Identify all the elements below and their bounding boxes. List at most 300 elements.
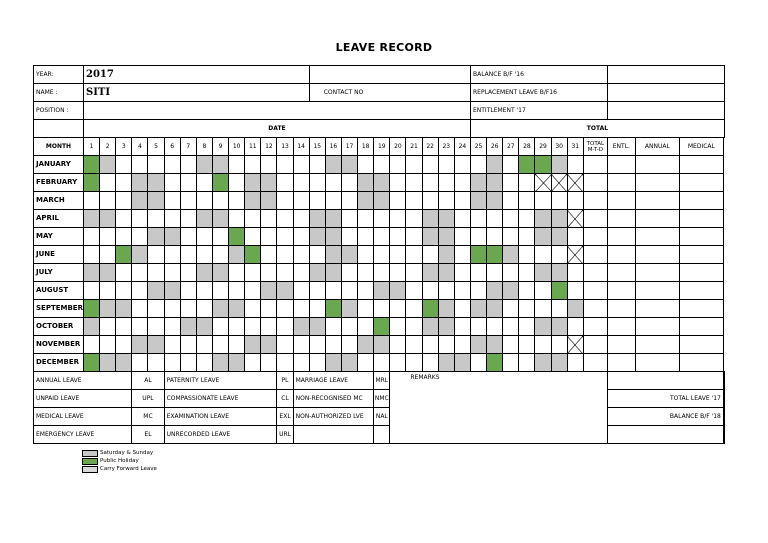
day-cell[interactable] <box>309 192 325 210</box>
annual-cell[interactable] <box>635 336 679 354</box>
day-cell[interactable] <box>390 264 406 282</box>
day-cell[interactable] <box>277 318 293 336</box>
entl-cell[interactable] <box>607 300 635 318</box>
day-cell[interactable] <box>438 282 454 300</box>
weekend-cell[interactable] <box>325 156 341 174</box>
day-cell[interactable] <box>164 354 180 372</box>
total-mtd-cell[interactable] <box>583 174 607 192</box>
day-cell[interactable] <box>519 264 535 282</box>
day-cell[interactable] <box>503 264 519 282</box>
medical-cell[interactable] <box>679 174 723 192</box>
day-cell[interactable] <box>325 174 341 192</box>
day-cell[interactable] <box>116 282 132 300</box>
weekend-cell[interactable] <box>245 336 261 354</box>
day-cell[interactable] <box>132 354 148 372</box>
day-cell[interactable] <box>293 354 309 372</box>
weekend-cell[interactable] <box>212 156 228 174</box>
day-cell[interactable] <box>164 264 180 282</box>
entl-cell[interactable] <box>607 264 635 282</box>
day-cell[interactable] <box>503 300 519 318</box>
medical-cell[interactable] <box>679 282 723 300</box>
weekend-cell[interactable] <box>390 282 406 300</box>
weekend-cell[interactable] <box>438 264 454 282</box>
day-cell[interactable] <box>390 318 406 336</box>
day-cell[interactable] <box>551 246 567 264</box>
day-cell[interactable] <box>245 228 261 246</box>
weekend-cell[interactable] <box>261 174 277 192</box>
day-cell[interactable] <box>535 282 551 300</box>
day-cell[interactable] <box>454 264 470 282</box>
public-holiday-cell[interactable] <box>487 246 503 264</box>
medical-cell[interactable] <box>679 192 723 210</box>
day-cell[interactable] <box>212 282 228 300</box>
balance-bf-18-value[interactable] <box>723 408 724 426</box>
day-cell[interactable] <box>180 300 196 318</box>
day-cell[interactable] <box>132 300 148 318</box>
day-cell[interactable] <box>358 156 374 174</box>
weekend-cell[interactable] <box>551 354 567 372</box>
weekend-cell[interactable] <box>180 318 196 336</box>
day-cell[interactable] <box>470 210 486 228</box>
day-cell[interactable] <box>406 192 422 210</box>
total-mtd-cell[interactable] <box>583 300 607 318</box>
weekend-cell[interactable] <box>551 156 567 174</box>
day-cell[interactable] <box>341 228 357 246</box>
day-cell[interactable] <box>100 192 116 210</box>
annual-cell[interactable] <box>635 192 679 210</box>
weekend-cell[interactable] <box>229 246 245 264</box>
entl-cell[interactable] <box>607 228 635 246</box>
day-cell[interactable] <box>374 264 390 282</box>
weekend-cell[interactable] <box>470 192 486 210</box>
day-cell[interactable] <box>196 336 212 354</box>
weekend-cell[interactable] <box>358 336 374 354</box>
annual-cell[interactable] <box>635 156 679 174</box>
weekend-cell[interactable] <box>535 210 551 228</box>
day-cell[interactable] <box>132 264 148 282</box>
day-cell[interactable] <box>148 156 164 174</box>
weekend-cell[interactable] <box>438 246 454 264</box>
year-value[interactable]: 2017 <box>83 66 309 84</box>
day-cell[interactable] <box>83 192 99 210</box>
weekend-cell[interactable] <box>551 228 567 246</box>
weekend-cell[interactable] <box>535 354 551 372</box>
day-cell[interactable] <box>358 246 374 264</box>
weekend-cell[interactable] <box>100 210 116 228</box>
annual-cell[interactable] <box>635 300 679 318</box>
day-cell[interactable] <box>438 156 454 174</box>
annual-cell[interactable] <box>635 354 679 372</box>
day-cell[interactable] <box>374 210 390 228</box>
day-cell[interactable] <box>277 228 293 246</box>
day-cell[interactable] <box>293 282 309 300</box>
entl-cell[interactable] <box>607 210 635 228</box>
total-mtd-cell[interactable] <box>583 318 607 336</box>
day-cell[interactable] <box>567 264 583 282</box>
day-cell[interactable] <box>358 300 374 318</box>
day-cell[interactable] <box>180 210 196 228</box>
entl-cell[interactable] <box>607 318 635 336</box>
day-cell[interactable] <box>229 264 245 282</box>
day-cell[interactable] <box>293 192 309 210</box>
day-cell[interactable] <box>212 192 228 210</box>
day-cell[interactable] <box>567 156 583 174</box>
weekend-cell[interactable] <box>551 264 567 282</box>
day-cell[interactable] <box>180 282 196 300</box>
total-mtd-cell[interactable] <box>583 192 607 210</box>
day-cell[interactable] <box>116 228 132 246</box>
weekend-cell[interactable] <box>487 156 503 174</box>
entl-cell[interactable] <box>607 336 635 354</box>
day-cell[interactable] <box>261 228 277 246</box>
public-holiday-cell[interactable] <box>422 300 438 318</box>
day-cell[interactable] <box>100 246 116 264</box>
weekend-cell[interactable] <box>503 282 519 300</box>
weekend-cell[interactable] <box>132 192 148 210</box>
medical-cell[interactable] <box>679 228 723 246</box>
day-cell[interactable] <box>406 228 422 246</box>
day-cell[interactable] <box>164 300 180 318</box>
day-cell[interactable] <box>470 354 486 372</box>
day-cell[interactable] <box>390 246 406 264</box>
day-cell[interactable] <box>454 192 470 210</box>
weekend-cell[interactable] <box>438 210 454 228</box>
weekend-cell[interactable] <box>309 264 325 282</box>
day-cell[interactable] <box>277 300 293 318</box>
weekend-cell[interactable] <box>100 264 116 282</box>
day-cell[interactable] <box>293 210 309 228</box>
day-cell[interactable] <box>83 336 99 354</box>
day-cell[interactable] <box>503 174 519 192</box>
weekend-cell[interactable] <box>325 264 341 282</box>
day-cell[interactable] <box>487 228 503 246</box>
weekend-cell[interactable] <box>229 300 245 318</box>
day-cell[interactable] <box>180 264 196 282</box>
day-cell[interactable] <box>277 156 293 174</box>
entl-cell[interactable] <box>607 282 635 300</box>
day-cell[interactable] <box>519 246 535 264</box>
day-cell[interactable] <box>148 246 164 264</box>
day-cell[interactable] <box>229 192 245 210</box>
day-cell[interactable] <box>390 192 406 210</box>
day-cell[interactable] <box>470 156 486 174</box>
day-cell[interactable] <box>196 192 212 210</box>
day-cell[interactable] <box>358 228 374 246</box>
day-cell[interactable] <box>503 228 519 246</box>
replacement-leave-value[interactable] <box>607 84 724 102</box>
day-cell[interactable] <box>503 354 519 372</box>
weekend-cell[interactable] <box>212 300 228 318</box>
weekend-cell[interactable] <box>358 192 374 210</box>
day-cell[interactable] <box>406 318 422 336</box>
weekend-cell[interactable] <box>374 282 390 300</box>
medical-cell[interactable] <box>679 156 723 174</box>
day-cell[interactable] <box>519 300 535 318</box>
day-cell[interactable] <box>535 300 551 318</box>
total-mtd-cell[interactable] <box>583 354 607 372</box>
weekend-cell[interactable] <box>277 282 293 300</box>
day-cell[interactable] <box>406 264 422 282</box>
day-cell[interactable] <box>180 336 196 354</box>
weekend-cell[interactable] <box>374 192 390 210</box>
weekend-cell[interactable] <box>148 282 164 300</box>
day-cell[interactable] <box>390 336 406 354</box>
day-cell[interactable] <box>245 354 261 372</box>
day-cell[interactable] <box>100 282 116 300</box>
day-cell[interactable] <box>422 246 438 264</box>
day-cell[interactable] <box>180 174 196 192</box>
day-cell[interactable] <box>148 264 164 282</box>
weekend-cell[interactable] <box>470 174 486 192</box>
weekend-cell[interactable] <box>164 282 180 300</box>
day-cell[interactable] <box>116 264 132 282</box>
weekend-cell[interactable] <box>325 354 341 372</box>
entl-cell[interactable] <box>607 192 635 210</box>
day-cell[interactable] <box>406 210 422 228</box>
day-cell[interactable] <box>245 282 261 300</box>
weekend-cell[interactable] <box>261 282 277 300</box>
day-cell[interactable] <box>551 336 567 354</box>
day-cell[interactable] <box>567 282 583 300</box>
day-cell[interactable] <box>229 318 245 336</box>
day-cell[interactable] <box>470 228 486 246</box>
day-cell[interactable] <box>390 174 406 192</box>
weekend-cell[interactable] <box>438 300 454 318</box>
weekend-cell[interactable] <box>212 264 228 282</box>
day-cell[interactable] <box>196 246 212 264</box>
public-holiday-cell[interactable] <box>325 300 341 318</box>
day-cell[interactable] <box>309 174 325 192</box>
entl-cell[interactable] <box>607 354 635 372</box>
day-cell[interactable] <box>341 192 357 210</box>
day-cell[interactable] <box>390 354 406 372</box>
day-cell[interactable] <box>567 192 583 210</box>
day-cell[interactable] <box>132 228 148 246</box>
public-holiday-cell[interactable] <box>470 246 486 264</box>
weekend-cell[interactable] <box>422 264 438 282</box>
day-cell[interactable] <box>422 174 438 192</box>
day-cell[interactable] <box>374 300 390 318</box>
day-cell[interactable] <box>454 336 470 354</box>
balance-bf-value[interactable] <box>607 66 724 84</box>
day-cell[interactable] <box>422 354 438 372</box>
medical-cell[interactable] <box>679 264 723 282</box>
day-cell[interactable] <box>196 300 212 318</box>
annual-cell[interactable] <box>635 210 679 228</box>
day-cell[interactable] <box>180 192 196 210</box>
day-cell[interactable] <box>277 192 293 210</box>
day-cell[interactable] <box>519 318 535 336</box>
day-cell[interactable] <box>212 336 228 354</box>
day-cell[interactable] <box>164 246 180 264</box>
day-cell[interactable] <box>374 354 390 372</box>
public-holiday-cell[interactable] <box>245 246 261 264</box>
day-cell[interactable] <box>164 336 180 354</box>
day-cell[interactable] <box>487 264 503 282</box>
public-holiday-cell[interactable] <box>519 156 535 174</box>
day-cell[interactable] <box>196 282 212 300</box>
weekend-cell[interactable] <box>309 210 325 228</box>
weekend-cell[interactable] <box>470 336 486 354</box>
weekend-cell[interactable] <box>341 246 357 264</box>
day-cell[interactable] <box>229 210 245 228</box>
entl-cell[interactable] <box>607 174 635 192</box>
weekend-cell[interactable] <box>148 174 164 192</box>
weekend-cell[interactable] <box>116 300 132 318</box>
day-cell[interactable] <box>293 246 309 264</box>
day-cell[interactable] <box>519 174 535 192</box>
day-cell[interactable] <box>212 318 228 336</box>
day-cell[interactable] <box>519 210 535 228</box>
day-cell[interactable] <box>309 156 325 174</box>
day-cell[interactable] <box>100 318 116 336</box>
total-mtd-cell[interactable] <box>583 282 607 300</box>
day-cell[interactable] <box>116 192 132 210</box>
day-cell[interactable] <box>261 246 277 264</box>
weekend-cell[interactable] <box>196 264 212 282</box>
weekend-cell[interactable] <box>83 210 99 228</box>
day-cell[interactable] <box>116 174 132 192</box>
position-value[interactable] <box>83 102 470 120</box>
day-cell[interactable] <box>277 174 293 192</box>
day-cell[interactable] <box>390 210 406 228</box>
day-cell[interactable] <box>470 282 486 300</box>
day-cell[interactable] <box>229 174 245 192</box>
weekend-cell[interactable] <box>164 228 180 246</box>
day-cell[interactable] <box>341 210 357 228</box>
medical-cell[interactable] <box>679 318 723 336</box>
day-cell[interactable] <box>454 282 470 300</box>
day-cell[interactable] <box>229 282 245 300</box>
total-mtd-cell[interactable] <box>583 246 607 264</box>
day-cell[interactable] <box>83 282 99 300</box>
total-leave-value[interactable] <box>723 390 724 408</box>
day-cell[interactable] <box>454 156 470 174</box>
day-cell[interactable] <box>535 192 551 210</box>
day-cell[interactable] <box>196 174 212 192</box>
medical-cell[interactable] <box>679 246 723 264</box>
day-cell[interactable] <box>261 300 277 318</box>
entitlement-value[interactable] <box>607 102 724 120</box>
day-cell[interactable] <box>406 246 422 264</box>
weekend-cell[interactable] <box>132 174 148 192</box>
day-cell[interactable] <box>196 354 212 372</box>
day-cell[interactable] <box>454 210 470 228</box>
day-cell[interactable] <box>212 246 228 264</box>
annual-cell[interactable] <box>635 264 679 282</box>
day-cell[interactable] <box>132 318 148 336</box>
day-cell[interactable] <box>454 300 470 318</box>
day-cell[interactable] <box>454 318 470 336</box>
weekend-cell[interactable] <box>309 318 325 336</box>
weekend-cell[interactable] <box>487 174 503 192</box>
weekend-cell[interactable] <box>535 228 551 246</box>
day-cell[interactable] <box>309 246 325 264</box>
day-cell[interactable] <box>309 300 325 318</box>
day-cell[interactable] <box>245 264 261 282</box>
weekend-cell[interactable] <box>83 264 99 282</box>
day-cell[interactable] <box>100 174 116 192</box>
day-cell[interactable] <box>148 354 164 372</box>
day-cell[interactable] <box>358 282 374 300</box>
day-cell[interactable] <box>487 210 503 228</box>
day-cell[interactable] <box>358 264 374 282</box>
day-cell[interactable] <box>277 264 293 282</box>
day-cell[interactable] <box>180 228 196 246</box>
weekend-cell[interactable] <box>487 300 503 318</box>
day-cell[interactable] <box>180 354 196 372</box>
public-holiday-cell[interactable] <box>535 156 551 174</box>
weekend-cell[interactable] <box>535 264 551 282</box>
remarks-box[interactable] <box>390 372 608 444</box>
weekend-cell[interactable] <box>148 336 164 354</box>
day-cell[interactable] <box>503 192 519 210</box>
day-cell[interactable] <box>148 300 164 318</box>
public-holiday-cell[interactable] <box>551 282 567 300</box>
day-cell[interactable] <box>422 282 438 300</box>
weekend-cell[interactable] <box>293 318 309 336</box>
day-cell[interactable] <box>406 156 422 174</box>
day-cell[interactable] <box>277 210 293 228</box>
day-cell[interactable] <box>470 264 486 282</box>
day-cell[interactable] <box>358 318 374 336</box>
day-cell[interactable] <box>438 192 454 210</box>
day-cell[interactable] <box>277 354 293 372</box>
day-cell[interactable] <box>293 300 309 318</box>
medical-cell[interactable] <box>679 336 723 354</box>
weekend-cell[interactable] <box>487 282 503 300</box>
day-cell[interactable] <box>164 192 180 210</box>
public-holiday-cell[interactable] <box>116 246 132 264</box>
weekend-cell[interactable] <box>358 174 374 192</box>
day-cell[interactable] <box>229 336 245 354</box>
day-cell[interactable] <box>83 246 99 264</box>
day-cell[interactable] <box>83 228 99 246</box>
weekend-cell[interactable] <box>100 300 116 318</box>
day-cell[interactable] <box>293 156 309 174</box>
day-cell[interactable] <box>406 336 422 354</box>
entl-cell[interactable] <box>607 246 635 264</box>
day-cell[interactable] <box>551 300 567 318</box>
day-cell[interactable] <box>116 210 132 228</box>
entl-cell[interactable] <box>607 156 635 174</box>
day-cell[interactable] <box>470 318 486 336</box>
day-cell[interactable] <box>132 282 148 300</box>
weekend-cell[interactable] <box>438 318 454 336</box>
day-cell[interactable] <box>535 336 551 354</box>
annual-cell[interactable] <box>635 318 679 336</box>
day-cell[interactable] <box>487 318 503 336</box>
day-cell[interactable] <box>293 264 309 282</box>
day-cell[interactable] <box>277 246 293 264</box>
day-cell[interactable] <box>454 174 470 192</box>
day-cell[interactable] <box>341 336 357 354</box>
day-cell[interactable] <box>438 336 454 354</box>
weekend-cell[interactable] <box>132 336 148 354</box>
day-cell[interactable] <box>406 174 422 192</box>
day-cell[interactable] <box>164 174 180 192</box>
day-cell[interactable] <box>438 174 454 192</box>
weekend-cell[interactable] <box>487 192 503 210</box>
public-holiday-cell[interactable] <box>83 156 99 174</box>
day-cell[interactable] <box>535 246 551 264</box>
total-mtd-cell[interactable] <box>583 210 607 228</box>
weekend-cell[interactable] <box>422 318 438 336</box>
day-cell[interactable] <box>180 246 196 264</box>
day-cell[interactable] <box>100 336 116 354</box>
weekend-cell[interactable] <box>148 192 164 210</box>
day-cell[interactable] <box>341 318 357 336</box>
